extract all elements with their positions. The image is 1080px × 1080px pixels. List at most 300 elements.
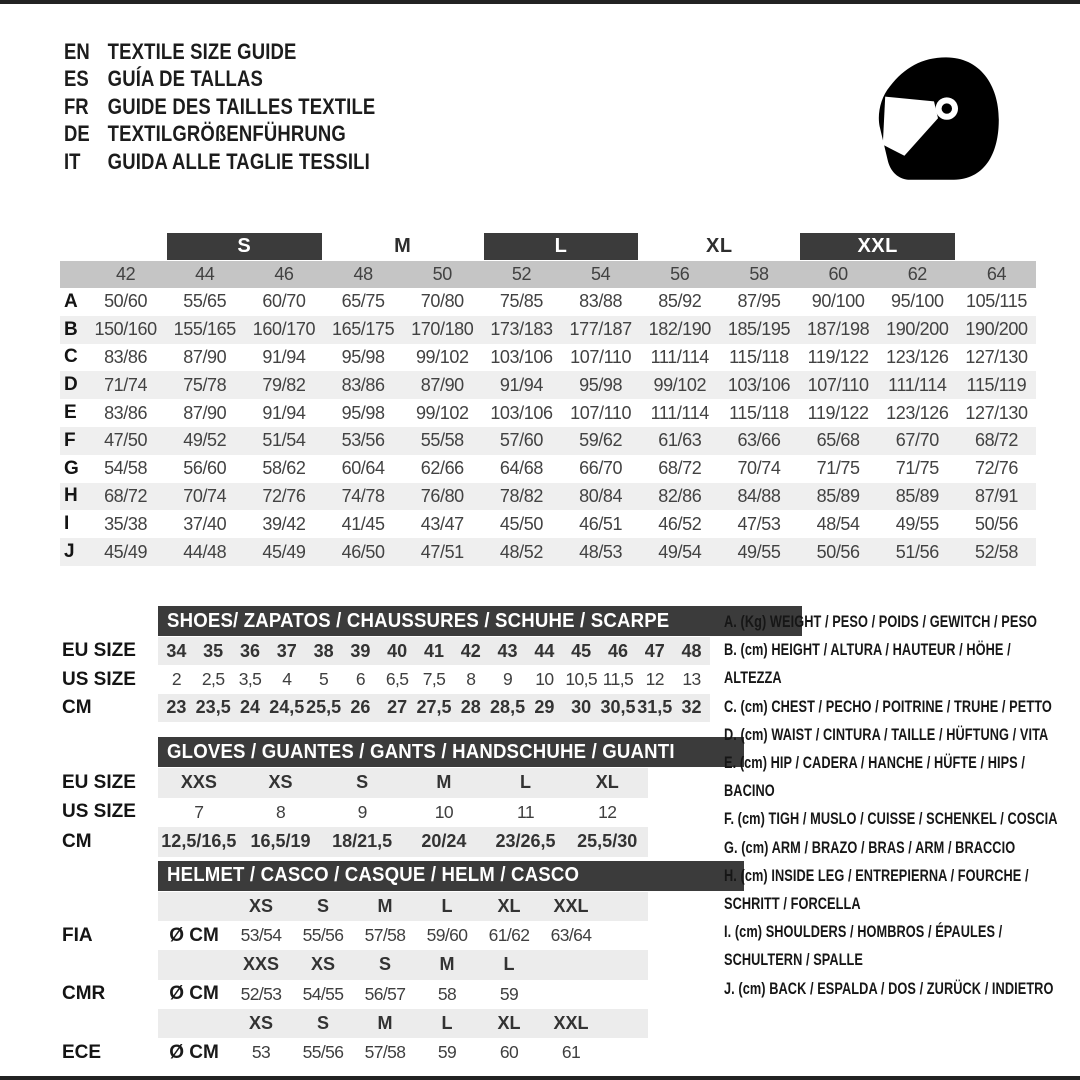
row-values (158, 950, 648, 979)
value-cell: 10 (434, 801, 453, 822)
value-cell: 44 (534, 640, 555, 661)
row-outer-label: CM (62, 696, 92, 718)
row-values (158, 798, 648, 828)
measurement-cell: 47/51 (420, 541, 464, 562)
value-cell: 4 (282, 669, 292, 690)
measurement-cell: 68/72 (658, 458, 702, 479)
measurement-cell: 90/100 (811, 291, 865, 312)
measurement-row-key: D (64, 374, 78, 396)
measurement-cell: 45/50 (499, 513, 543, 534)
measurement-cell: 165/175 (331, 319, 395, 340)
row-values (158, 637, 710, 665)
gloves-table (62, 737, 714, 857)
value-cell: M (377, 1013, 393, 1033)
measurement-cell: 65/68 (816, 430, 860, 451)
table-row (62, 1009, 714, 1038)
measurement-cell: 83/86 (341, 374, 385, 395)
measurement-row (60, 288, 1036, 316)
measurement-cell: 51/54 (262, 430, 306, 451)
measurement-cell: 54/58 (104, 458, 148, 479)
value-cell: 3,5 (238, 669, 262, 690)
helmet-table-title: HELMET / CASCO / CASQUE / HELM / CASCO (167, 864, 580, 887)
row-values (158, 980, 648, 1009)
value-cell: XS (248, 895, 273, 916)
measurement-cell: 119/122 (807, 402, 869, 423)
measurement-cell: 68/72 (104, 485, 148, 506)
value-cell: 10,5 (565, 669, 597, 690)
language-title: TEXTILE SIZE GUIDE (107, 38, 297, 64)
size-number-cell: 42 (115, 264, 136, 284)
shoes-table-title-bar (158, 606, 802, 636)
value-cell: 27,5 (416, 697, 452, 718)
size-number-cell: 48 (353, 264, 373, 284)
size-group-cell (640, 233, 798, 260)
value-cell: 61 (561, 1042, 581, 1063)
table-row (62, 768, 714, 798)
value-cell: 52/53 (240, 983, 282, 1004)
measurement-row-key: B (64, 318, 78, 340)
value-cell: 40 (387, 640, 408, 661)
measurement-cell: 91/94 (262, 402, 306, 423)
size-group-cell (957, 233, 1036, 260)
measurement-cell: 95/98 (341, 346, 385, 367)
measurement-cell: 49/52 (183, 430, 227, 451)
measurement-cell: 87/91 (974, 485, 1018, 506)
measurement-cell: 64/68 (499, 458, 543, 479)
value-cell: 23 (166, 697, 187, 718)
measurement-cell: 48/53 (579, 541, 623, 562)
textile-size-table (60, 233, 1036, 566)
value-cell: 57/58 (364, 1042, 406, 1063)
measurement-cell: 35/38 (104, 513, 148, 534)
value-cell: 35 (203, 640, 224, 661)
legend-item: E. (cm) HIP / CADERA / HANCHE / HÜFTE / HIPS / BACINO (724, 753, 1025, 801)
measurement-row (60, 483, 1036, 511)
value-cell: XL (497, 895, 521, 916)
table-row (62, 798, 714, 828)
measurement-row-key: I (64, 513, 70, 535)
value-cell: 12,5/16,5 (161, 831, 237, 852)
language-code: IT (64, 148, 81, 174)
value-cell: 42 (460, 640, 481, 661)
measurement-cell: 60/70 (262, 291, 306, 312)
size-group-cell (482, 233, 640, 260)
value-cell: 59/60 (426, 925, 468, 946)
measurement-cell: 103/106 (490, 346, 553, 367)
unit-cell: Ø CM (169, 924, 219, 946)
measurement-cell: 83/88 (579, 291, 623, 312)
row-outer-label (62, 892, 158, 921)
measurement-cell: 58/62 (262, 458, 306, 479)
value-cell: S (316, 1013, 329, 1033)
value-cell: 41 (423, 640, 444, 661)
value-cell: 45 (571, 640, 592, 661)
measurement-cell: 47/50 (104, 430, 148, 451)
measurement-cell: 70/74 (737, 458, 781, 479)
measurement-cell: 95/98 (341, 402, 385, 423)
value-cell: 55/56 (302, 1042, 344, 1063)
value-cell: M (436, 772, 452, 793)
measurement-cell: 107/110 (570, 402, 632, 423)
measurement-cell: 99/102 (415, 346, 469, 367)
value-cell: S (356, 772, 369, 793)
value-cell: 6 (355, 669, 365, 690)
row-outer-label: ECE (62, 1041, 102, 1063)
measurement-cell: 123/126 (886, 346, 949, 367)
value-cell: 47 (644, 640, 665, 661)
value-cell: 23,5 (195, 697, 231, 718)
value-cell: 53 (251, 1042, 271, 1063)
value-cell: 10 (535, 669, 554, 690)
value-cell: 61/62 (488, 925, 530, 946)
measurement-cell: 82/86 (658, 485, 702, 506)
value-cell: 43 (497, 640, 518, 661)
measurement-cell: 48/52 (499, 541, 543, 562)
legend-item: D. (cm) WAIST / CINTURA / TAILLE / HÜFTUNG / VITA (724, 724, 1049, 744)
value-cell: 7 (194, 801, 204, 822)
measurement-cell: 107/110 (807, 374, 869, 395)
measurement-cell: 95/98 (579, 374, 623, 395)
value-cell: 11 (517, 801, 534, 822)
row-outer-label: EU SIZE (62, 640, 136, 662)
value-cell: 36 (239, 640, 260, 661)
measurement-row-key: H (64, 485, 78, 507)
helmet-table-title-bar (158, 861, 744, 891)
measurement-cell: 45/49 (104, 541, 148, 562)
measurement-cell: 43/47 (420, 513, 464, 534)
value-cell: 54/55 (302, 983, 344, 1004)
legend-item: C. (cm) CHEST / PECHO / POITRINE / TRUHE / PETTO (724, 696, 1052, 716)
value-cell: XXL (553, 1013, 589, 1033)
row-values (158, 768, 648, 798)
measurement-cell: 62/66 (420, 458, 464, 479)
measurement-cell: 76/80 (420, 485, 464, 506)
value-cell: 34 (166, 640, 187, 661)
value-cell: 2,5 (201, 669, 225, 690)
row-outer-label (62, 1009, 158, 1038)
measurement-row (60, 427, 1036, 455)
measurement-cell: 111/114 (888, 374, 947, 395)
measurement-cell: 49/55 (895, 513, 939, 534)
value-cell: 59 (499, 983, 519, 1004)
value-cell: 11,5 (602, 669, 634, 690)
value-cell: 29 (534, 697, 555, 718)
legend-list (724, 608, 1060, 1003)
measurement-cell: 53/56 (341, 430, 385, 451)
value-cell: 63/64 (550, 925, 592, 946)
measurement-cell: 170/180 (411, 319, 474, 340)
measurement-cell: 51/56 (895, 541, 939, 562)
value-cell: 25,5 (306, 697, 342, 718)
measurement-cell: 190/200 (965, 319, 1028, 340)
measurement-cell: 57/60 (499, 430, 543, 451)
value-cell: 46 (607, 640, 628, 661)
measurement-cell: 87/95 (737, 291, 781, 312)
value-cell: 24 (239, 697, 260, 718)
measurement-cell: 127/130 (965, 402, 1028, 423)
helmet-table (62, 861, 714, 1068)
value-cell: 48 (681, 640, 702, 661)
measurement-cell: 99/102 (415, 402, 469, 423)
measurement-cell: 83/86 (104, 346, 148, 367)
measurement-cell: 37/40 (183, 513, 227, 534)
size-group-label: M (394, 235, 412, 257)
value-cell: 23/26,5 (495, 831, 556, 852)
value-cell: 16,5/19 (250, 831, 311, 852)
measurement-cell: 50/60 (104, 291, 148, 312)
measurement-cell: 46/52 (658, 513, 702, 534)
value-cell: 56/57 (364, 983, 406, 1004)
value-cell: 37 (276, 640, 297, 661)
measurement-cell: 91/94 (499, 374, 543, 395)
value-cell: 27 (387, 697, 408, 718)
shoes-table (62, 606, 714, 722)
measurement-cell: 70/74 (183, 485, 227, 506)
value-cell: 9 (357, 801, 367, 822)
measurement-row-key: E (64, 402, 77, 424)
measurement-cell: 105/115 (966, 291, 1027, 312)
measurement-cell: 123/126 (886, 402, 949, 423)
measurement-cell: 177/187 (569, 319, 632, 340)
helmet-rows (62, 892, 714, 1068)
measurement-cell: 190/200 (886, 319, 949, 340)
measurement-cell: 60/64 (341, 458, 385, 479)
measurement-cell: 79/82 (262, 374, 306, 395)
measurement-cell: 173/183 (490, 319, 553, 340)
language-title-list (64, 38, 375, 176)
size-group-cell (798, 233, 956, 260)
measurement-row-key: F (64, 429, 76, 451)
size-number-row (60, 261, 1036, 288)
table-row (62, 827, 714, 857)
measurement-cell: 87/90 (420, 374, 464, 395)
measurement-cell: 185/195 (727, 319, 791, 340)
value-cell: 20/24 (421, 831, 467, 852)
measurement-cell: 49/54 (658, 541, 702, 562)
value-cell: 12 (598, 801, 617, 822)
measurement-cell: 150/160 (94, 319, 157, 340)
measurement-cell: 119/122 (807, 346, 869, 367)
helmet-logo-icon (866, 40, 1018, 198)
measurement-cell: 78/82 (499, 485, 543, 506)
value-cell: 26 (350, 697, 371, 718)
value-cell: 57/58 (364, 925, 406, 946)
value-cell: L (441, 895, 453, 916)
value-cell: XS (268, 772, 293, 793)
lower-tables (62, 606, 714, 1067)
measurement-cell: 160/170 (252, 319, 316, 340)
value-cell: XS (248, 1013, 273, 1033)
size-group-cell (324, 233, 482, 260)
legend-item: G. (cm) ARM / BRAZO / BRAS / ARM / BRACCIO (724, 837, 1016, 857)
row-values (158, 921, 648, 950)
measurement-row (60, 538, 1036, 566)
measurement-cell: 45/49 (262, 541, 306, 562)
value-cell: 28,5 (490, 697, 526, 718)
measurement-cell: 95/100 (890, 291, 944, 312)
measurement-cell: 46/50 (341, 541, 385, 562)
measurement-cell: 61/63 (658, 430, 702, 451)
measurement-cell: 66/70 (579, 458, 623, 479)
measurement-row-key: A (64, 290, 78, 312)
value-cell: 7,5 (422, 669, 446, 690)
measurement-cell: 85/89 (816, 485, 860, 506)
table-row (62, 637, 714, 665)
value-cell: XXS (242, 954, 280, 975)
unit-cell: Ø CM (169, 983, 219, 1005)
row-outer-label: EU SIZE (62, 771, 136, 793)
legend-item: I. (cm) SHOULDERS / HOMBROS / ÉPAULES / SCHULTERN / SPALLE (724, 922, 1003, 970)
row-outer-label: FIA (62, 924, 93, 946)
table-row (62, 980, 714, 1009)
size-number-cell: 52 (511, 264, 532, 284)
size-group-bar: S (167, 233, 321, 260)
measurement-cell: 47/53 (737, 513, 781, 534)
measurement-cell: 80/84 (579, 485, 623, 506)
size-number-cell: 60 (828, 264, 848, 284)
measurement-cell: 65/75 (341, 291, 385, 312)
legend-item: F. (cm) TIGH / MUSLO / CUISSE / SCHENKEL / COSCIA (724, 809, 1058, 829)
value-cell: 24,5 (269, 697, 305, 718)
measurement-cell: 111/114 (650, 402, 709, 423)
measurement-cell: 72/76 (262, 485, 306, 506)
measurement-row (60, 399, 1036, 427)
measurement-cell: 111/114 (650, 346, 709, 367)
measurement-cell: 91/94 (262, 346, 306, 367)
measurement-cell: 49/55 (737, 541, 781, 562)
language-title: GUIDE DES TAILLES TEXTILE (107, 93, 376, 119)
size-group-cell (86, 233, 165, 260)
row-values (158, 827, 648, 857)
measurement-row-key: C (64, 346, 78, 368)
size-group-bar: L (484, 233, 638, 260)
measurement-cell: 56/60 (183, 458, 227, 479)
value-cell: S (316, 895, 329, 916)
value-cell: XXL (553, 895, 589, 916)
measurement-row (60, 316, 1036, 344)
value-cell: 5 (319, 669, 329, 690)
table-row (62, 1038, 714, 1067)
measurement-cell: 115/118 (729, 402, 789, 423)
measurement-row (60, 455, 1036, 483)
size-group-bar: XXL (800, 233, 954, 260)
measurement-cell: 83/86 (104, 402, 148, 423)
measurement-cell: 182/190 (648, 319, 711, 340)
value-cell: XL (595, 772, 619, 793)
value-cell: 30,5 (600, 697, 636, 718)
measurement-cell: 72/76 (974, 458, 1018, 479)
value-cell: 28 (460, 697, 481, 718)
measurement-cell: 75/78 (183, 374, 227, 395)
measurement-cell: 85/92 (658, 291, 702, 312)
row-values (158, 665, 710, 693)
measurement-cell: 87/90 (183, 346, 227, 367)
measurement-cell: 39/42 (262, 513, 306, 534)
size-number-cell: 50 (432, 264, 452, 284)
measurement-cell: 85/89 (895, 485, 939, 506)
value-cell: 18/21,5 (332, 831, 393, 852)
value-cell: 6,5 (385, 669, 409, 690)
measurement-cell: 59/62 (579, 430, 623, 451)
language-line (64, 38, 375, 66)
measurement-cell: 87/90 (183, 402, 227, 423)
measurement-cell: 46/51 (579, 513, 623, 534)
value-cell: 8 (466, 669, 476, 690)
size-number-cell: 56 (670, 264, 690, 284)
size-number-cell: 54 (591, 264, 611, 284)
value-cell: 30 (571, 697, 592, 718)
measurement-cell: 63/66 (737, 430, 781, 451)
row-outer-label: US SIZE (62, 668, 136, 690)
row-values (158, 892, 648, 921)
value-cell: 13 (682, 669, 701, 690)
row-values (158, 694, 710, 722)
value-cell: 58 (437, 983, 457, 1004)
value-cell: L (441, 1013, 453, 1033)
measurement-row (60, 510, 1036, 538)
row-outer-label: CMR (62, 983, 106, 1005)
measurement-cell: 48/54 (816, 513, 860, 534)
value-cell: 31,5 (637, 697, 673, 718)
language-title: TEXTILGRÖßENFÜHRUNG (107, 121, 346, 147)
gloves-table-title-bar (158, 737, 744, 767)
measurement-cell: 52/58 (974, 541, 1018, 562)
language-code: EN (64, 38, 90, 64)
language-line (64, 148, 375, 176)
legend-item: A. (Kg) WEIGHT / PESO / POIDS / GEWITCH / PESO (724, 612, 1038, 631)
legend-item: J. (cm) BACK / ESPALDA / DOS / ZURÜCK / INDIETRO (724, 978, 1054, 998)
measurement-rows (60, 288, 1036, 566)
value-cell: 53/54 (240, 925, 282, 946)
measurement-cell: 71/75 (816, 458, 860, 479)
measurement-row-key: J (64, 541, 75, 563)
language-code: FR (64, 93, 89, 119)
measurement-cell: 67/70 (895, 430, 939, 451)
legend (724, 608, 1060, 1003)
shoes-rows (62, 637, 714, 722)
value-cell: L (503, 954, 515, 975)
value-cell: S (378, 954, 391, 975)
size-number-cell: 64 (986, 264, 1007, 284)
measurement-row (60, 371, 1036, 399)
shoes-table-title: SHOES/ ZAPATOS / CHAUSSURES / SCHUHE / SCARPE (167, 609, 670, 632)
value-cell: XS (310, 954, 335, 975)
gloves-rows (62, 768, 714, 857)
value-cell: 12 (645, 669, 664, 690)
value-cell: 60 (499, 1042, 519, 1063)
row-values (158, 1009, 648, 1038)
value-cell: 8 (275, 801, 286, 822)
size-group-cell (165, 233, 323, 260)
measurement-cell: 41/45 (341, 513, 385, 534)
measurement-cell: 75/85 (499, 291, 543, 312)
size-number-cell: 62 (907, 264, 927, 284)
value-cell: 39 (350, 640, 371, 661)
measurement-cell: 107/110 (570, 346, 632, 367)
table-row (62, 694, 714, 722)
value-cell: XXS (180, 772, 217, 793)
value-cell: 38 (313, 640, 334, 661)
row-values (158, 1038, 648, 1067)
size-group-label: XL (706, 235, 733, 257)
value-cell: L (520, 772, 532, 793)
language-title: GUÍA DE TALLAS (107, 66, 264, 92)
measurement-cell: 55/65 (183, 291, 227, 312)
measurement-cell: 50/56 (974, 513, 1018, 534)
size-number-cell: 46 (274, 264, 294, 284)
language-line (64, 66, 375, 94)
value-cell: 9 (503, 669, 513, 690)
